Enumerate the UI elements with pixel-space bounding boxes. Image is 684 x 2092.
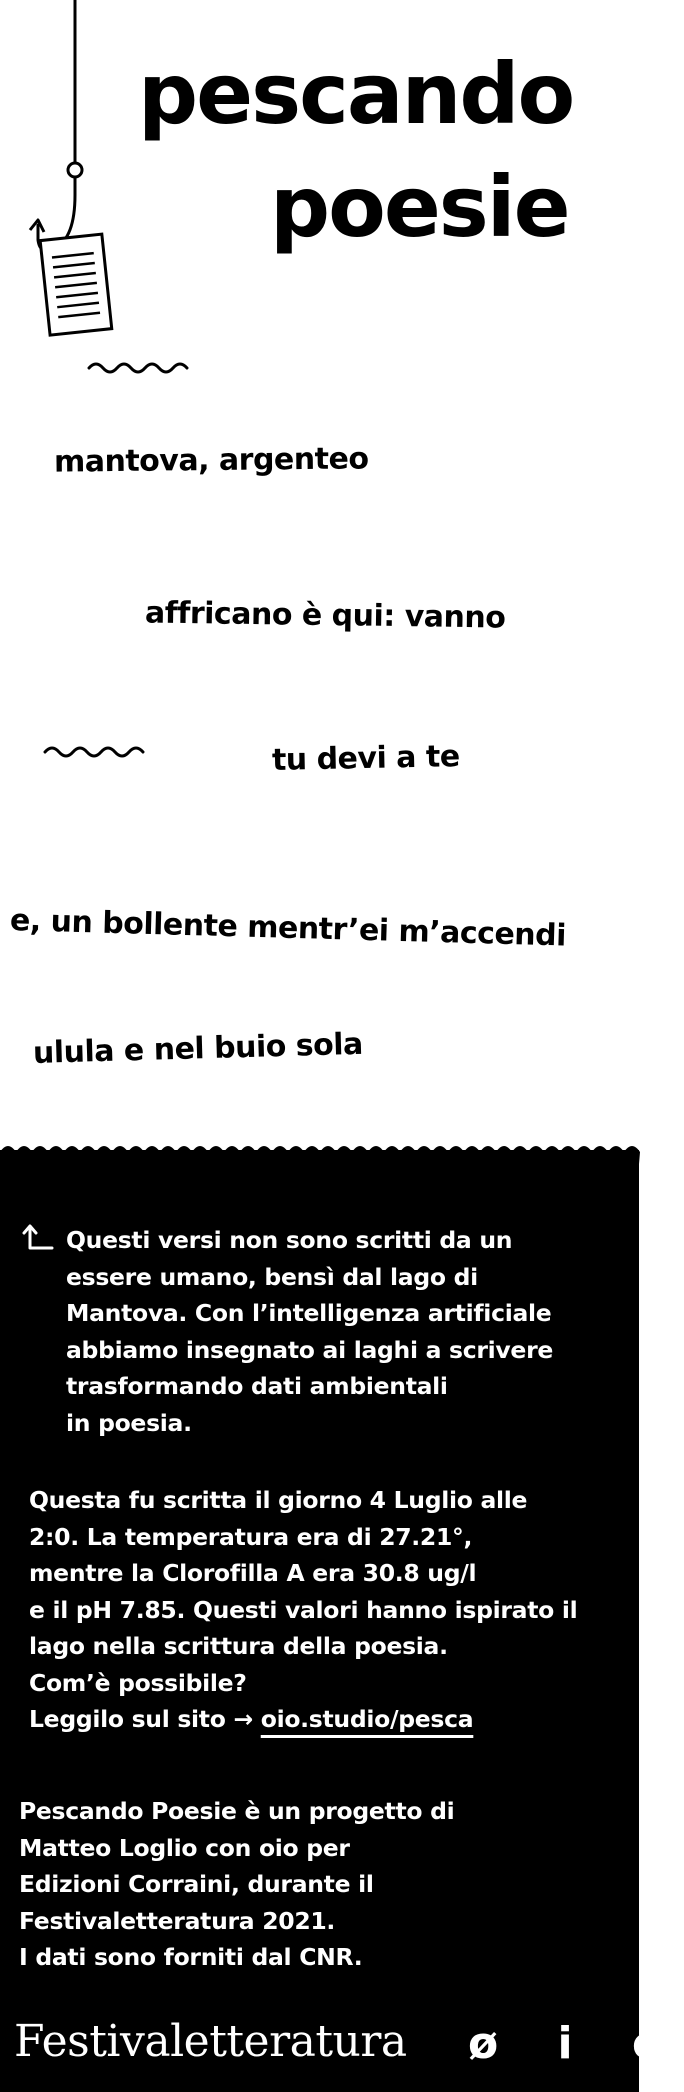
page-title-line-1: pescando	[138, 45, 574, 143]
intro-line: abbiamo insegnato ai laghi a scrivere	[66, 1335, 553, 1364]
credits-paragraph	[19, 1793, 454, 1976]
site-link[interactable]: oio.studio/pesca	[260, 1705, 474, 1733]
data-line: 2:0. La temperatura era di 27.21°,	[29, 1522, 473, 1551]
data-line: Questa fu scritta il giorno 4 Luglio alle	[29, 1486, 528, 1514]
poem-line-5: ulula e nel buio sola	[32, 1026, 364, 1071]
poem-line-1: mantova, argenteo	[53, 441, 369, 480]
credit-line: Edizioni Corraini, durante il	[19, 1870, 374, 1898]
data-line: mentre la Clorofilla A era 30.8 ug/l	[29, 1559, 477, 1587]
poem-line-3: tu devi a te	[271, 739, 460, 778]
intro-line: trasformando dati ambientali	[66, 1372, 448, 1400]
read-on-site-prefix: Leggilo sul sito →	[29, 1705, 261, 1733]
poem-line-2: affricano è qui: vanno	[144, 595, 506, 636]
return-up-arrow-icon	[22, 1222, 54, 1252]
data-line: Com’è possibile?	[29, 1668, 247, 1697]
poem-paper-icon	[30, 225, 125, 345]
read-on-site-line	[29, 1701, 577, 1738]
credit-line: Matteo Loglio con oio per	[19, 1833, 350, 1862]
wave-squiggle-icon	[42, 742, 148, 762]
page-title-line-2: poesie	[270, 158, 569, 256]
data-line: e il pH 7.85. Questi valori hanno ispirato il	[29, 1595, 578, 1624]
intro-line: in poesia.	[66, 1408, 192, 1437]
wave-squiggle-icon	[86, 358, 192, 378]
intro-line: Questi versi non sono scritti da un	[66, 1226, 513, 1254]
intro-line: Mantova. Con l’intelligenza artificiale	[66, 1299, 552, 1327]
credit-line: Pescando Poesie è un progetto di	[19, 1797, 455, 1825]
oio-logo: ø i o	[468, 2018, 684, 2069]
intro-line: essere umano, bensì dal lago di	[66, 1262, 478, 1291]
festivaletteratura-logo: Festivaletteratura	[14, 2016, 407, 2067]
data-paragraph	[29, 1482, 577, 1738]
credit-line: Festivaletteratura 2021.	[19, 1906, 336, 1935]
credit-line: I dati sono forniti dal CNR.	[19, 1943, 363, 1971]
intro-paragraph	[66, 1222, 553, 1441]
data-line: lago nella scrittura della poesia.	[29, 1632, 448, 1660]
poem-line-4: e, un bollente mentr’ei m’accendi	[9, 903, 567, 954]
wave-divider	[0, 1140, 639, 1164]
